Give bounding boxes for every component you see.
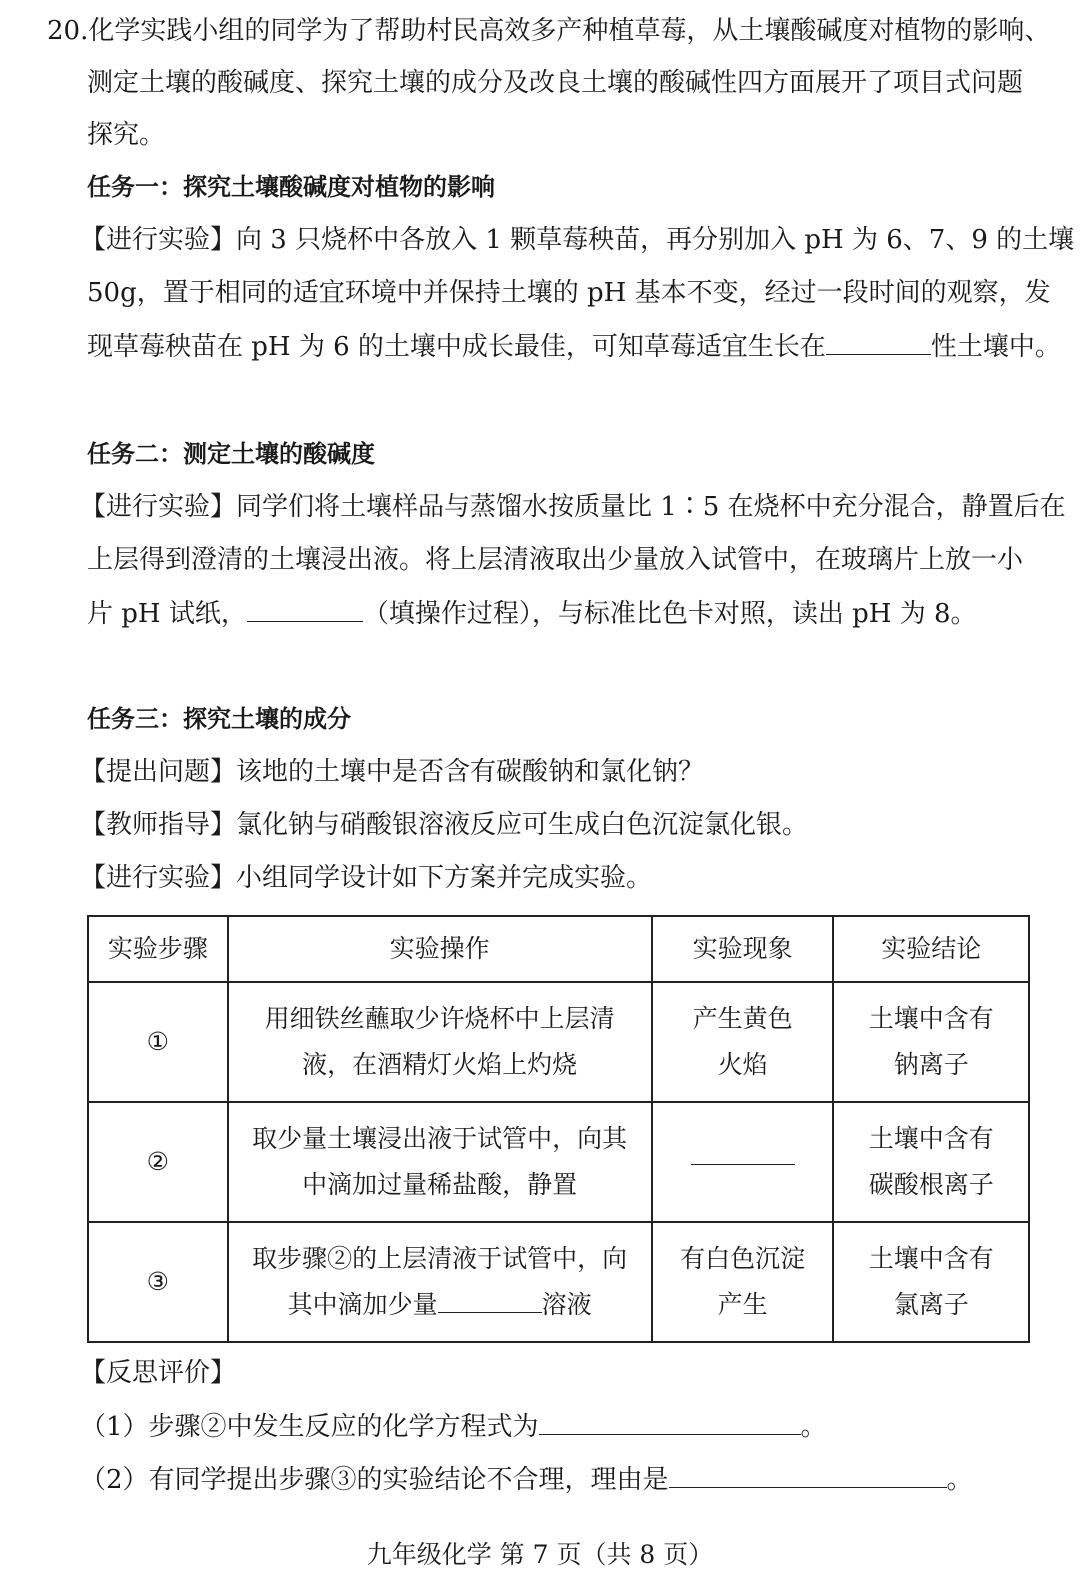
operation-line-2: 液，在酒精灯火焰上灼烧 [302,1050,578,1079]
operation-line-2: 中滴加过量稀盐酸，静置 [302,1170,578,1199]
operation-line-2 [235,1282,645,1328]
operation-cell [228,982,652,1102]
phenomenon-cell [652,1222,834,1342]
step-cell: ③ [88,1222,228,1342]
task1-answer-blank[interactable] [826,326,931,355]
question-intro-line-3: 探究。 [87,120,166,150]
phenomenon-cell [652,1102,834,1222]
phenomenon-cell [652,982,834,1102]
task1-line-3-before: 现草莓秧苗在 pH 为 6 的土壤中成长最佳，可知草莓适宜生长在 [87,332,826,362]
page-footer: 九年级化学 第 7 页（共 8 页） [366,1540,714,1569]
task1-line-2: 50g，置于相同的适宜环境中并保持土壤的 pH 基本不变，经过一段时间的观察，发 [87,278,1051,308]
task3-experiment: 【进行实验】小组同学设计如下方案并完成实验。 [80,863,653,893]
reagent-answer-blank[interactable] [438,1284,542,1313]
conclusion-line-2: 氯离子 [893,1290,969,1319]
table-row [88,1222,1029,1342]
phenomenon-line-1: 有白色沉淀 [680,1244,806,1273]
task2-line-1: 【进行实验】同学们将土壤样品与蒸馏水按质量比 1∶5 在烧杯中充分混合，静置后在 [80,492,1066,522]
header-phenomenon: 实验现象 [652,916,834,982]
operation-line-1: 取步骤②的上层清液于试管中，向 [252,1244,628,1273]
task1-line-3 [87,326,1061,367]
phenomenon-line-1: 产生黄色 [692,1004,793,1033]
task3-question: 【提出问题】该地的土壤中是否含有碳酸钠和氯化钠？ [80,757,705,787]
phenomenon-line-2: 产生 [717,1290,768,1319]
conclusion-line-1: 土壤中含有 [868,1124,994,1153]
task2-line-3-before: 片 pH 试纸， [87,599,247,629]
step-cell: ② [88,1102,228,1222]
task1-line-3-after: 性土壤中。 [930,332,1061,362]
task2-line-3-after: （填操作过程），与标准比色卡对照，读出 pH 为 8。 [362,599,977,629]
reflection-q2-after: 。 [946,1465,973,1495]
reflection-title: 【反思评价】 [80,1358,237,1388]
operation-cell [228,1102,652,1222]
reflection-question-2 [80,1459,973,1500]
table-row [88,982,1029,1102]
conclusion-line-1: 土壤中含有 [868,1244,994,1273]
question-number: 20. [47,16,89,46]
conclusion-cell [833,982,1029,1102]
task2-line-2: 上层得到澄清的土壤浸出液。将上层清液取出少量放入试管中，在玻璃片上放一小 [87,545,1024,575]
task2-answer-blank[interactable] [247,593,363,622]
question-intro-line-1 [47,11,1050,51]
task1-line-1: 【进行实验】向 3 只烧杯中各放入 1 颗草莓秧苗，再分别加入 pH 为 6、7、9 的土壤 [80,225,1075,255]
operation-line-1: 用细铁丝蘸取少许烧杯中上层清 [264,1004,615,1033]
task3-guidance: 【教师指导】氯化钠与硝酸银溶液反应可生成白色沉淀氯化银。 [80,810,809,840]
experiment-table [87,915,1030,1343]
table-row [88,1102,1029,1222]
equation-answer-blank[interactable] [539,1406,801,1435]
header-step: 实验步骤 [88,916,228,982]
reflection-q2-before: （2）有同学提出步骤③的实验结论不合理，理由是 [80,1465,669,1495]
phenomenon-answer-blank[interactable] [691,1162,795,1165]
reflection-q1-before: （1）步骤②中发生反应的化学方程式为 [80,1412,539,1442]
task3-title: 任务三：探究土壤的成分 [87,705,351,733]
task1-title: 任务一：探究土壤酸碱度对植物的影响 [87,173,495,201]
task2-title: 任务二：测定土壤的酸碱度 [87,440,375,468]
intro-text-1: 化学实践小组的同学为了帮助村民高效多产种植草莓，从土壤酸碱度对植物的影响、 [88,16,1051,46]
conclusion-line-2: 钠离子 [893,1050,969,1079]
conclusion-cell [833,1102,1029,1222]
conclusion-cell [833,1222,1029,1342]
operation-cell [228,1222,652,1342]
reflection-question-1 [80,1406,827,1447]
phenomenon-line-2: 火焰 [717,1050,768,1079]
step-cell: ① [88,982,228,1102]
header-operation: 实验操作 [228,916,652,982]
conclusion-line-1: 土壤中含有 [868,1004,994,1033]
question-intro-line-2: 测定土壤的酸碱度、探究土壤的成分及改良土壤的酸碱性四方面展开了项目式问题 [87,68,1024,98]
table-header-row [88,916,1029,982]
conclusion-line-2: 碳酸根离子 [868,1170,994,1199]
reason-answer-blank[interactable] [669,1459,947,1488]
header-conclusion: 实验结论 [833,916,1029,982]
operation-line-1: 取少量土壤浸出液于试管中，向其 [252,1124,628,1153]
reflection-q1-after: 。 [800,1412,827,1442]
task2-line-3 [87,593,977,634]
operation-line-2-before: 其中滴加少量 [287,1290,438,1319]
operation-line-2-after: 溶液 [541,1290,592,1319]
